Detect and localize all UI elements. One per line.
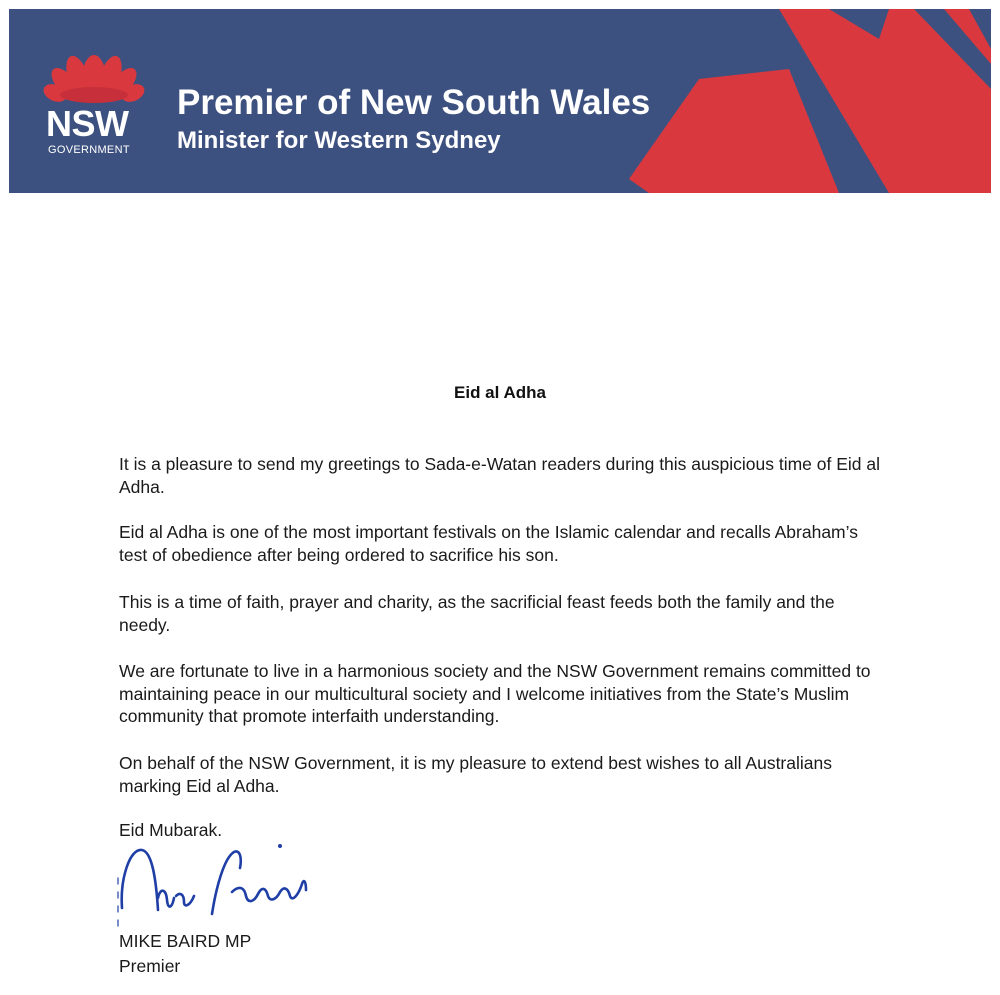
letter-paragraph: We are fortunate to live in a harmonious society and the NSW Government remains committed to maintaining peace in our multicultural society and I welcome initiatives from the State’s Muslim community that promote interfaith understanding. [119,661,871,726]
logo-government-text: GOVERNMENT [48,144,130,156]
signer-name: MIKE BAIRD MP [119,931,252,951]
letter-paragraph: This is a time of faith, prayer and charity, as the sacrificial feast feeds both the family and the needy. [119,592,835,635]
letter-closing: Eid Mubarak. [119,820,223,840]
letterhead-title: Premier of New South Wales [177,83,651,122]
logo-nsw-text: NSW [46,103,129,144]
letter-heading: Eid al Adha [454,383,546,402]
nsw-government-logo [41,39,147,159]
letterhead-subtitle: Minister for Western Sydney [177,127,501,154]
letter-paragraph: On behalf of the NSW Government, it is my pleasure to extend best wishes to all Australians marking Eid al Adha. [119,753,832,796]
handwritten-signature [112,838,332,938]
signer-title: Premier [119,956,181,976]
waratah-icon [41,39,147,105]
letterhead-banner [9,9,991,193]
letter-paragraph: It is a pleasure to send my greetings to Sada-e-Watan readers during this auspicious time of Eid al Adha. [119,454,880,497]
letter-paragraph: Eid al Adha is one of the most important festivals on the Islamic calendar and recalls Abraham’s test of obedience after being ordered to sacrifice his son. [119,522,858,565]
